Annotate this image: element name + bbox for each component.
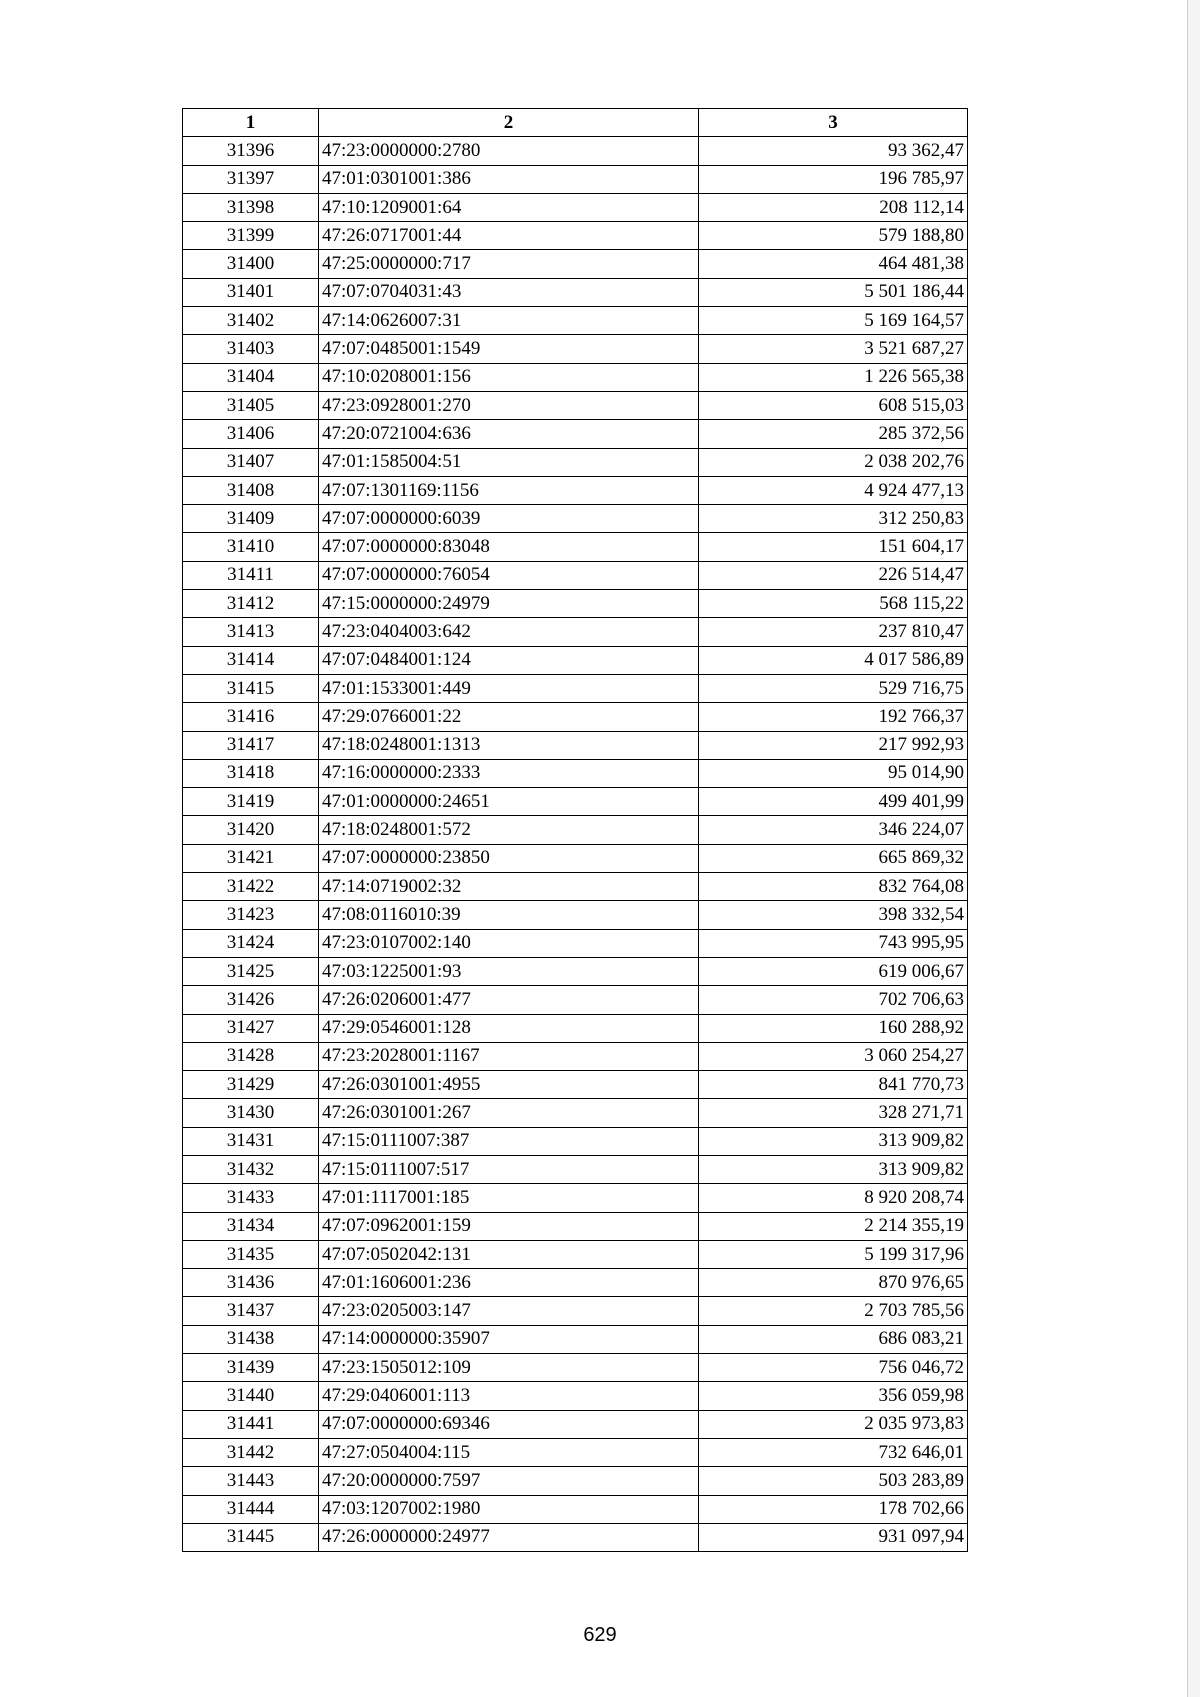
value-cell: 5 199 317,96	[699, 1240, 968, 1268]
table-row	[183, 1240, 968, 1268]
row-number-cell: 31430	[183, 1099, 319, 1127]
cadastral-number-cell: 47:14:0000000:35907	[319, 1325, 699, 1353]
table-row	[183, 873, 968, 901]
row-number-cell: 31416	[183, 703, 319, 731]
cadastral-number-cell: 47:29:0406001:113	[319, 1382, 699, 1410]
row-number-cell: 31432	[183, 1155, 319, 1183]
row-number-cell: 31425	[183, 957, 319, 985]
value-cell: 2 214 355,19	[699, 1212, 968, 1240]
column-header-1: 1	[183, 109, 319, 137]
cadastral-number-cell: 47:14:0719002:32	[319, 873, 699, 901]
cadastral-number-cell: 47:10:0208001:156	[319, 363, 699, 391]
cadastral-number-cell: 47:23:0205003:147	[319, 1297, 699, 1325]
row-number-cell: 31427	[183, 1014, 319, 1042]
table-row	[183, 193, 968, 221]
cadastral-number-cell: 47:23:0928001:270	[319, 391, 699, 419]
value-cell: 732 646,01	[699, 1438, 968, 1466]
table-row	[183, 307, 968, 335]
cadastral-number-cell: 47:23:1505012:109	[319, 1354, 699, 1382]
value-cell: 579 188,80	[699, 222, 968, 250]
value-cell: 464 481,38	[699, 250, 968, 278]
value-cell: 702 706,63	[699, 986, 968, 1014]
cadastral-number-cell: 47:08:0116010:39	[319, 901, 699, 929]
table-row	[183, 986, 968, 1014]
value-cell: 841 770,73	[699, 1071, 968, 1099]
cadastral-number-cell: 47:10:1209001:64	[319, 193, 699, 221]
table-row	[183, 788, 968, 816]
table-row	[183, 335, 968, 363]
table-row	[183, 505, 968, 533]
row-number-cell: 31420	[183, 816, 319, 844]
cadastral-number-cell: 47:15:0000000:24979	[319, 590, 699, 618]
table-row	[183, 1184, 968, 1212]
table-row	[183, 929, 968, 957]
value-cell: 5 169 164,57	[699, 307, 968, 335]
row-number-cell: 31429	[183, 1071, 319, 1099]
cadastral-number-cell: 47:26:0301001:4955	[319, 1071, 699, 1099]
value-cell: 870 976,65	[699, 1269, 968, 1297]
value-cell: 3 521 687,27	[699, 335, 968, 363]
cadastral-number-cell: 47:03:1207002:1980	[319, 1495, 699, 1523]
table-row	[183, 420, 968, 448]
row-number-cell: 31442	[183, 1438, 319, 1466]
value-cell: 196 785,97	[699, 165, 968, 193]
table-row	[183, 1212, 968, 1240]
table-row	[183, 618, 968, 646]
row-number-cell: 31426	[183, 986, 319, 1014]
row-number-cell: 31398	[183, 193, 319, 221]
table-row	[183, 1467, 968, 1495]
value-cell: 2 703 785,56	[699, 1297, 968, 1325]
row-number-cell: 31396	[183, 137, 319, 165]
table-row	[183, 844, 968, 872]
cadastral-number-cell: 47:07:0000000:23850	[319, 844, 699, 872]
cadastral-number-cell: 47:07:0000000:76054	[319, 561, 699, 589]
cadastral-number-cell: 47:26:0301001:267	[319, 1099, 699, 1127]
cadastral-number-cell: 47:07:0000000:69346	[319, 1410, 699, 1438]
row-number-cell: 31417	[183, 731, 319, 759]
table-row	[183, 731, 968, 759]
table-row	[183, 391, 968, 419]
cadastral-number-cell: 47:07:0485001:1549	[319, 335, 699, 363]
row-number-cell: 31415	[183, 674, 319, 702]
cadastral-number-cell: 47:01:0000000:24651	[319, 788, 699, 816]
value-cell: 226 514,47	[699, 561, 968, 589]
row-number-cell: 31428	[183, 1042, 319, 1070]
row-number-cell: 31397	[183, 165, 319, 193]
value-cell: 608 515,03	[699, 391, 968, 419]
table-row	[183, 137, 968, 165]
table-row	[183, 590, 968, 618]
cadastral-number-cell: 47:26:0717001:44	[319, 222, 699, 250]
row-number-cell: 31409	[183, 505, 319, 533]
cadastral-number-cell: 47:07:0484001:124	[319, 646, 699, 674]
row-number-cell: 31436	[183, 1269, 319, 1297]
value-cell: 8 920 208,74	[699, 1184, 968, 1212]
cadastral-number-cell: 47:23:0404003:642	[319, 618, 699, 646]
table-row	[183, 278, 968, 306]
row-number-cell: 31402	[183, 307, 319, 335]
row-number-cell: 31438	[183, 1325, 319, 1353]
value-cell: 686 083,21	[699, 1325, 968, 1353]
table-row	[183, 957, 968, 985]
value-cell: 2 035 973,83	[699, 1410, 968, 1438]
value-cell: 178 702,66	[699, 1495, 968, 1523]
table-row	[183, 1325, 968, 1353]
table-body	[183, 137, 968, 1552]
cadastral-number-cell: 47:23:2028001:1167	[319, 1042, 699, 1070]
table-row	[183, 561, 968, 589]
cadastral-number-cell: 47:07:1301169:1156	[319, 476, 699, 504]
value-cell: 346 224,07	[699, 816, 968, 844]
row-number-cell: 31419	[183, 788, 319, 816]
cadastral-number-cell: 47:01:1117001:185	[319, 1184, 699, 1212]
value-cell: 312 250,83	[699, 505, 968, 533]
table-row	[183, 1382, 968, 1410]
value-cell: 4 924 477,13	[699, 476, 968, 504]
cadastral-number-cell: 47:01:1606001:236	[319, 1269, 699, 1297]
cadastral-number-cell: 47:07:0502042:131	[319, 1240, 699, 1268]
table-row	[183, 901, 968, 929]
row-number-cell: 31404	[183, 363, 319, 391]
cadastral-number-cell: 47:20:0000000:7597	[319, 1467, 699, 1495]
cadastral-number-cell: 47:16:0000000:2333	[319, 759, 699, 787]
table-row	[183, 703, 968, 731]
value-cell: 2 038 202,76	[699, 448, 968, 476]
cadastral-number-cell: 47:07:0704031:43	[319, 278, 699, 306]
row-number-cell: 31422	[183, 873, 319, 901]
value-cell: 93 362,47	[699, 137, 968, 165]
row-number-cell: 31440	[183, 1382, 319, 1410]
table-row	[183, 1042, 968, 1070]
cadastral-number-cell: 47:25:0000000:717	[319, 250, 699, 278]
row-number-cell: 31423	[183, 901, 319, 929]
value-cell: 3 060 254,27	[699, 1042, 968, 1070]
row-number-cell: 31444	[183, 1495, 319, 1523]
table-row	[183, 222, 968, 250]
value-cell: 285 372,56	[699, 420, 968, 448]
table-row	[183, 1014, 968, 1042]
table-header-row	[183, 109, 968, 137]
value-cell: 217 992,93	[699, 731, 968, 759]
value-cell: 5 501 186,44	[699, 278, 968, 306]
row-number-cell: 31433	[183, 1184, 319, 1212]
table-row	[183, 646, 968, 674]
row-number-cell: 31403	[183, 335, 319, 363]
row-number-cell: 31421	[183, 844, 319, 872]
table-row	[183, 1438, 968, 1466]
value-cell: 743 995,95	[699, 929, 968, 957]
value-cell: 832 764,08	[699, 873, 968, 901]
table-row	[183, 1297, 968, 1325]
row-number-cell: 31401	[183, 278, 319, 306]
cadastral-number-cell: 47:14:0626007:31	[319, 307, 699, 335]
cadastral-number-cell: 47:23:0107002:140	[319, 929, 699, 957]
cadastral-number-cell: 47:07:0962001:159	[319, 1212, 699, 1240]
row-number-cell: 31411	[183, 561, 319, 589]
table-row	[183, 165, 968, 193]
row-number-cell: 31413	[183, 618, 319, 646]
value-cell: 95 014,90	[699, 759, 968, 787]
table-row	[183, 250, 968, 278]
cadastral-number-cell: 47:07:0000000:6039	[319, 505, 699, 533]
row-number-cell: 31437	[183, 1297, 319, 1325]
table-row	[183, 363, 968, 391]
cadastral-number-cell: 47:01:0301001:386	[319, 165, 699, 193]
cadastral-number-cell: 47:07:0000000:83048	[319, 533, 699, 561]
table-row	[183, 1269, 968, 1297]
value-cell: 756 046,72	[699, 1354, 968, 1382]
data-table	[182, 108, 968, 1552]
cadastral-number-cell: 47:01:1585004:51	[319, 448, 699, 476]
page-number: 629	[583, 1624, 617, 1646]
value-cell: 313 909,82	[699, 1127, 968, 1155]
value-cell: 619 006,67	[699, 957, 968, 985]
table-row	[183, 448, 968, 476]
page-edge	[1187, 0, 1200, 1697]
cadastral-number-cell: 47:15:0111007:387	[319, 1127, 699, 1155]
value-cell: 568 115,22	[699, 590, 968, 618]
row-number-cell: 31412	[183, 590, 319, 618]
table-row	[183, 476, 968, 504]
row-number-cell: 31435	[183, 1240, 319, 1268]
cadastral-number-cell: 47:15:0111007:517	[319, 1155, 699, 1183]
value-cell: 503 283,89	[699, 1467, 968, 1495]
cadastral-number-cell: 47:26:0206001:477	[319, 986, 699, 1014]
table-row	[183, 1099, 968, 1127]
value-cell: 313 909,82	[699, 1155, 968, 1183]
value-cell: 4 017 586,89	[699, 646, 968, 674]
table-row	[183, 1354, 968, 1382]
row-number-cell: 31418	[183, 759, 319, 787]
table-row	[183, 1127, 968, 1155]
row-number-cell: 31407	[183, 448, 319, 476]
table-row	[183, 759, 968, 787]
row-number-cell: 31434	[183, 1212, 319, 1240]
value-cell: 208 112,14	[699, 193, 968, 221]
table-row	[183, 1495, 968, 1523]
row-number-cell: 31400	[183, 250, 319, 278]
value-cell: 328 271,71	[699, 1099, 968, 1127]
row-number-cell: 31408	[183, 476, 319, 504]
table-row	[183, 816, 968, 844]
row-number-cell: 31445	[183, 1523, 319, 1551]
row-number-cell: 31431	[183, 1127, 319, 1155]
table-row	[183, 1410, 968, 1438]
value-cell: 499 401,99	[699, 788, 968, 816]
cadastral-number-cell: 47:01:1533001:449	[319, 674, 699, 702]
cadastral-number-cell: 47:26:0000000:24977	[319, 1523, 699, 1551]
cadastral-number-cell: 47:29:0766001:22	[319, 703, 699, 731]
row-number-cell: 31443	[183, 1467, 319, 1495]
cadastral-number-cell: 47:27:0504004:115	[319, 1438, 699, 1466]
value-cell: 398 332,54	[699, 901, 968, 929]
value-cell: 1 226 565,38	[699, 363, 968, 391]
value-cell: 237 810,47	[699, 618, 968, 646]
value-cell: 356 059,98	[699, 1382, 968, 1410]
table-row	[183, 533, 968, 561]
table-row	[183, 1071, 968, 1099]
value-cell: 192 766,37	[699, 703, 968, 731]
table-row	[183, 674, 968, 702]
row-number-cell: 31405	[183, 391, 319, 419]
row-number-cell: 31414	[183, 646, 319, 674]
value-cell: 160 288,92	[699, 1014, 968, 1042]
cadastral-number-cell: 47:20:0721004:636	[319, 420, 699, 448]
row-number-cell: 31424	[183, 929, 319, 957]
row-number-cell: 31441	[183, 1410, 319, 1438]
row-number-cell: 31439	[183, 1354, 319, 1382]
value-cell: 665 869,32	[699, 844, 968, 872]
cadastral-number-cell: 47:29:0546001:128	[319, 1014, 699, 1042]
cadastral-number-cell: 47:18:0248001:572	[319, 816, 699, 844]
column-header-3: 3	[699, 109, 968, 137]
value-cell: 529 716,75	[699, 674, 968, 702]
cadastral-number-cell: 47:23:0000000:2780	[319, 137, 699, 165]
row-number-cell: 31406	[183, 420, 319, 448]
cadastral-number-cell: 47:03:1225001:93	[319, 957, 699, 985]
row-number-cell: 31399	[183, 222, 319, 250]
table-row	[183, 1523, 968, 1551]
cadastral-number-cell: 47:18:0248001:1313	[319, 731, 699, 759]
table-row	[183, 1155, 968, 1183]
value-cell: 931 097,94	[699, 1523, 968, 1551]
column-header-2: 2	[319, 109, 699, 137]
value-cell: 151 604,17	[699, 533, 968, 561]
row-number-cell: 31410	[183, 533, 319, 561]
